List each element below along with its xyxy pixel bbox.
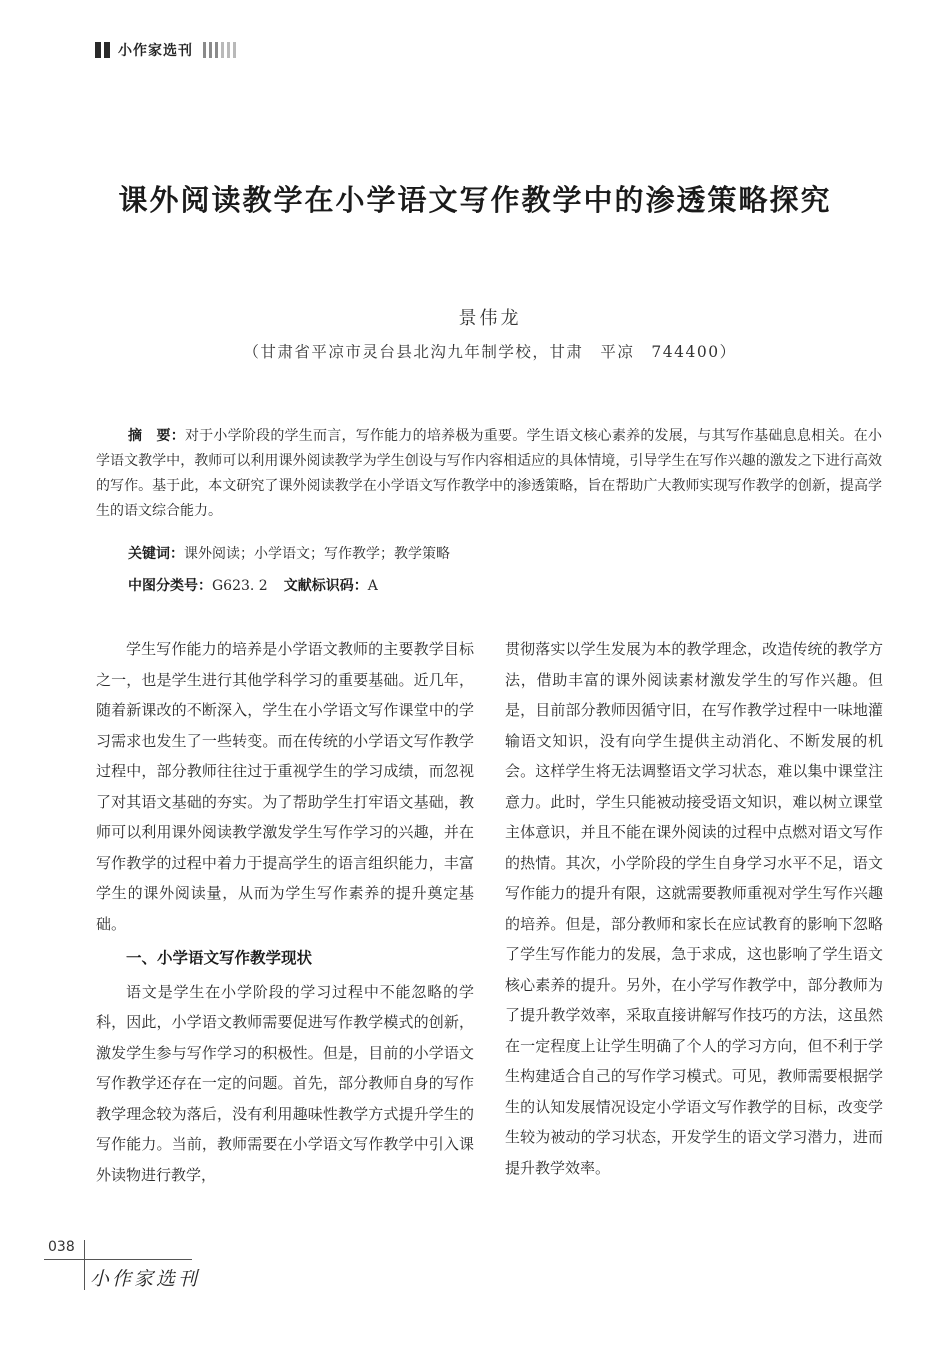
keywords	[128, 543, 450, 563]
section-heading: 一、小学语文写作教学现状	[126, 949, 313, 967]
classification-line	[128, 575, 378, 595]
header-bar	[221, 42, 224, 58]
journal-header	[95, 38, 236, 62]
header-bar	[233, 42, 236, 58]
footer-divider	[84, 1240, 85, 1290]
body-column-left	[96, 634, 474, 1190]
page-number: 038	[48, 1239, 75, 1255]
journal-name: 小作家选刊	[118, 43, 193, 59]
header-bar	[209, 42, 212, 58]
keywords-label: 关键词：	[128, 546, 184, 562]
body-column-right	[505, 634, 883, 1183]
intro-paragraph: 学生写作能力的培养是小学语文教师的主要教学目标之一，也是学生进行其他学科学习的重要基础。近几年，随着新课改的不断深入，学生在小学语文写作课堂中的学习需求也发生了一些转变。而在传统的小学语文写作教学过程中，部分教师往往过于重视学生的学习成绩，而忽视了对其语文基础的夯实。为了帮助学生打牢语文基础，教师可以利用课外阅读教学激发学生写作学习的兴趣，并在写作教学的过程中着力于提高学生的语言组织能力，丰富学生的课外阅读量，从而为学生写作素养的提升奠定基础。	[96, 640, 474, 933]
abstract-label: 摘 要：	[128, 428, 185, 444]
section1-paragraph: 语文是学生在小学阶段的学习过程中不能忽略的学科，因此，小学语文教师需要促进写作教学模式的创新，激发学生参与写作学习的积极性。但是，目前的小学语文写作教学还存在一定的问题。首先，部分教师自身的写作教学理念较为落后，没有利用趣味性教学方式提升学生的写作能力。当前，教师需要在小学语文写作教学中引入课外读物进行教学，	[96, 982, 474, 1184]
journal-logo: 小作家选刊	[90, 1268, 201, 1290]
abstract-text: 对于小学阶段的学生而言，写作能力的培养极为重要。学生语文核心素养的发展，与其写作基础息息相关。在小学语文教学中，教师可以利用课外阅读教学为学生创设与写作内容相适应的具体情境，引导学生在写作兴趣的激发之下进行高效的写作。基于此，本文研究了课外阅读教学在小学语文写作教学中的渗透策略，旨在帮助广大教师实现写作教学的创新，提高学生的语文综合能力。	[96, 428, 883, 519]
header-bar	[215, 42, 218, 58]
keywords-text: 课外阅读；小学语文；写作教学；教学策略	[184, 546, 450, 562]
author-affiliation: （甘肃省平凉市灵台县北沟九年制学校，甘肃 平凉 744400）	[243, 343, 737, 361]
header-bar	[104, 42, 110, 58]
abstract	[96, 424, 882, 524]
clc-label: 中图分类号：	[128, 578, 212, 594]
header-bar	[95, 42, 101, 58]
header-bars-left	[95, 42, 110, 58]
article-title: 课外阅读教学在小学语文写作教学中的渗透策略探究	[118, 183, 832, 217]
clc-value: G623. 2	[212, 578, 268, 594]
author-name: 景伟龙	[458, 308, 522, 329]
doc-code-value: A	[367, 578, 378, 594]
doc-code-label: 文献标识码：	[283, 578, 368, 594]
header-bar	[203, 42, 206, 58]
header-bars-right	[203, 42, 236, 58]
footer-rule	[44, 1259, 192, 1260]
section1-paragraph-continued: 贯彻落实以学生发展为本的教学理念，改造传统的教学方法，借助丰富的课外阅读素材激发学生的写作兴趣。但是，目前部分教师因循守旧，在写作教学过程中一味地灌输语文知识，没有向学生提供主动消化、不断发展的机会。这样学生将无法调整语文学习状态，难以集中课堂注意力。此时，学生只能被动接受语文知识，难以树立课堂主体意识，并且不能在课外阅读的过程中点燃对语文写作的热情。其次，小学阶段的学生自身学习水平不足，语文写作能力的提升有限，这就需要教师重视对学生写作兴趣的培养。但是，部分教师和家长在应试教育的影响下忽略了学生写作能力的发展，急于求成，这也影响了学生语文核心素养的提升。另外，在小学写作教学中，部分教师为了提升教学效率，采取直接讲解写作技巧的方法，这虽然在一定程度上让学生明确了个人的学习方向，但不利于学生构建适合自己的写作学习模式。可见，教师需要根据学生的认知发展情况设定小学语文写作教学的目标，改变学生较为被动的学习状态，开发学生的语文学习潜力，进而提升教学效率。	[505, 640, 883, 1177]
header-bar	[227, 42, 230, 58]
